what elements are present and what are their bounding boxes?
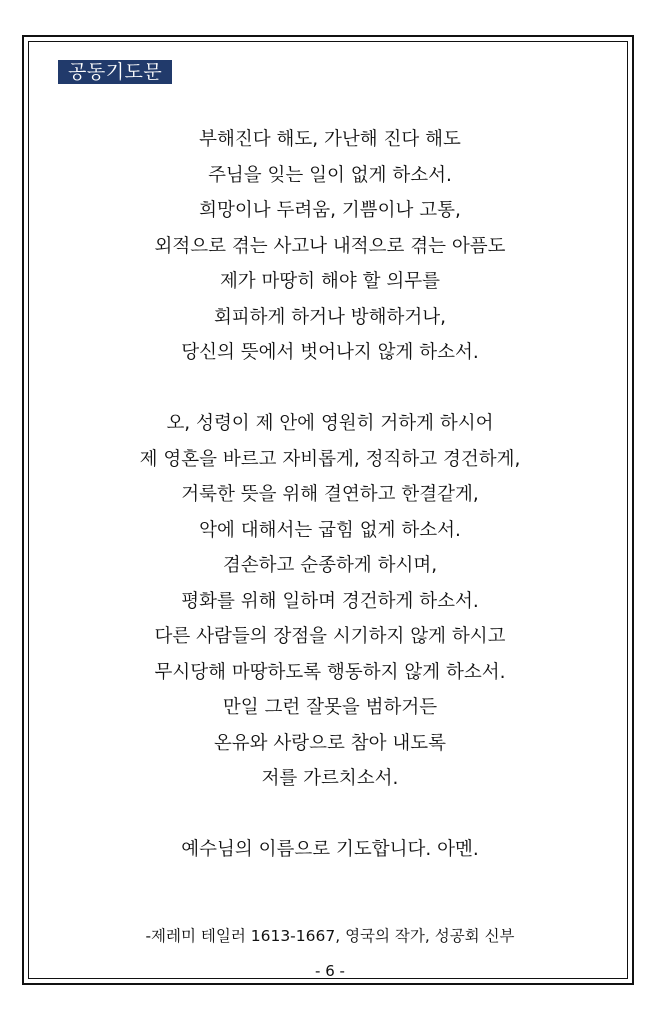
prayer-line: 주님을 잊는 일이 없게 하소서. bbox=[208, 164, 452, 186]
prayer-line: 오, 성령이 제 안에 영원히 거하게 하시어 bbox=[166, 413, 494, 434]
attribution: -제레미 테일러 1613-1667, 영국의 작가, 성공회 신부 bbox=[145, 927, 515, 945]
prayer-line: 회피하게 하거나 방해하거나, bbox=[213, 306, 447, 328]
prayer-line: 외적으로 겪는 사고나 내적으로 겪는 아픔도 bbox=[154, 235, 506, 257]
prayer-line: 악에 대해서는 굽힘 없게 하소서. bbox=[199, 519, 461, 541]
prayer-line: 제가 마땅히 해야 할 의무를 bbox=[219, 271, 441, 292]
prayer-stanza-1 bbox=[0, 122, 660, 371]
prayer-line: 다른 사람들의 장점을 시기하지 않게 하시고 bbox=[154, 626, 506, 647]
page-number: - 6 - bbox=[315, 962, 345, 980]
prayer-line: 부해진다 해도, 가난해 진다 해도 bbox=[199, 129, 461, 150]
prayer-line: 평화를 위해 일하며 경건하게 하소서. bbox=[181, 590, 479, 612]
page-title: 공동기도문 bbox=[58, 60, 172, 84]
prayer-stanza-2 bbox=[0, 406, 660, 797]
prayer-line: 온유와 사랑으로 참아 내도록 bbox=[213, 732, 447, 754]
prayer-line: 무시당해 마땅하도록 행동하지 않게 하소서. bbox=[154, 661, 506, 683]
prayer-closing-line: 예수님의 이름으로 기도합니다. 아멘. bbox=[181, 839, 479, 860]
prayer-line: 거룩한 뜻을 위해 결연하고 한결같게, bbox=[181, 484, 479, 505]
prayer-stanza-3 bbox=[0, 832, 660, 868]
prayer-line: 겸손하고 순종하게 하시며, bbox=[222, 555, 438, 576]
prayer-line: 저를 가르치소서. bbox=[261, 768, 399, 789]
prayer-line: 당신의 뜻에서 벗어나지 않게 하소서. bbox=[181, 342, 479, 363]
prayer-line: 제 영혼을 바르고 자비롭게, 정직하고 경건하게, bbox=[139, 448, 521, 470]
prayer-line: 만일 그런 잘못을 범하거든 bbox=[222, 697, 438, 718]
prayer-line: 희망이나 두려움, 기쁨이나 고통, bbox=[199, 200, 461, 221]
